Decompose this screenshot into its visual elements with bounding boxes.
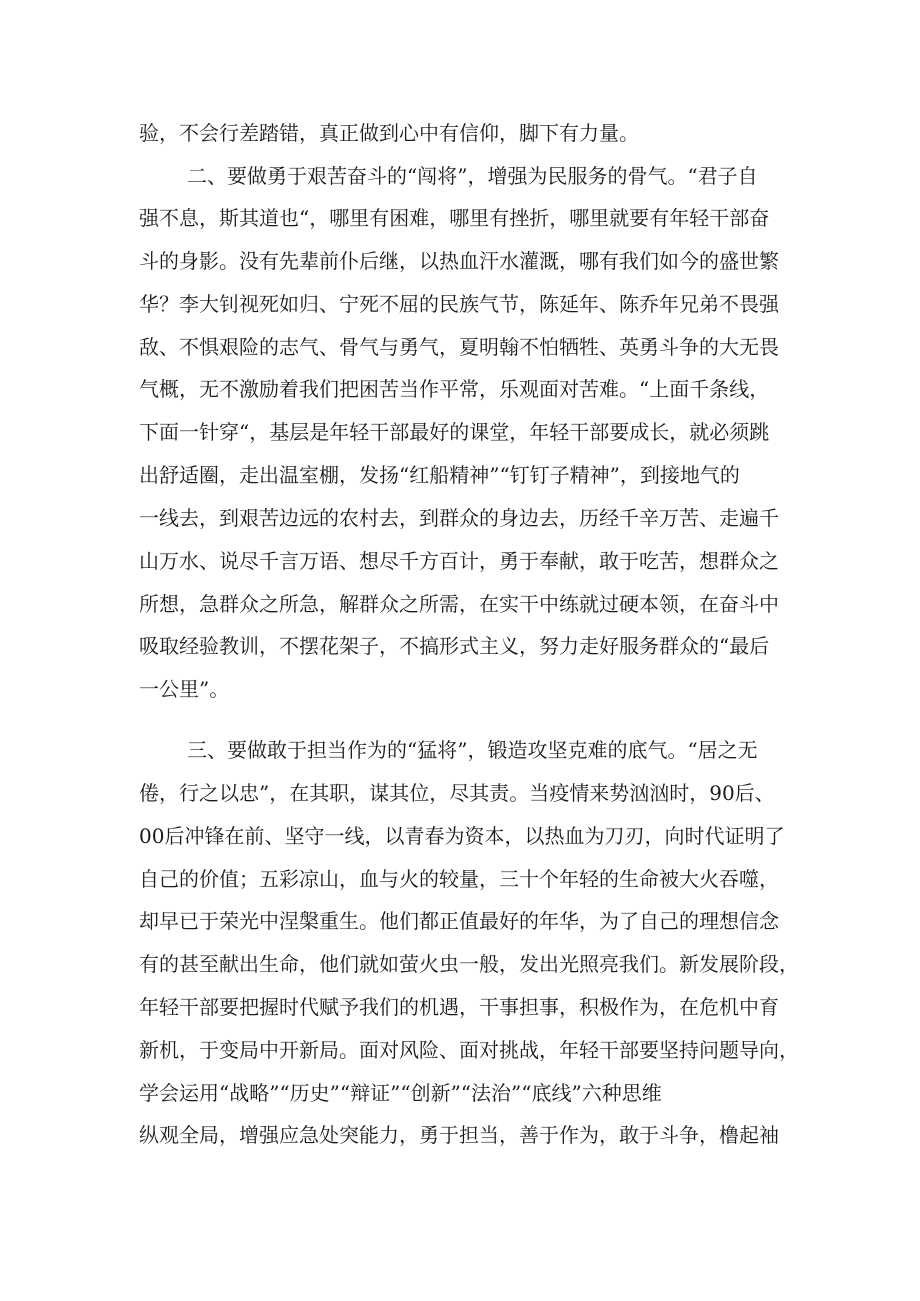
text-line: 却早已于荣光中涅槃重生。他们都正值最好的年华，为了自己的理想信念 xyxy=(139,909,779,933)
section-heading-2: 二、要做勇于艰苦奋斗的“闯将”，增强为民服务的骨气。“君子自 xyxy=(187,164,758,188)
text-line: 自己的价值；五彩凉山，血与火的较量，三十个年轻的生命被大火吞噬， xyxy=(139,867,779,891)
section-heading-3: 三、要做敢于担当作为的“猛将”，锻造攻坚克难的底气。“居之无 xyxy=(187,738,758,762)
text-line: 新机，于变局中开新局。面对风险、面对挑战，年轻干部要坚持问题导向， xyxy=(139,1038,799,1062)
text-line: 有的甚至献出生命，他们就如萤火虫一般，发出光照亮我们。新发展阶段， xyxy=(139,952,799,976)
text-line: 一线去，到艰苦边远的农村去，到群众的身边去，历经千辛万苦、走遍千 xyxy=(139,506,779,530)
text-line: 纵观全局，增强应急处突能力，勇于担当，善于作为，敢于斗争，橹起袖 xyxy=(139,1123,779,1147)
text-line: 00后冲锋在前、坚守一线，以青春为资本，以热血为刀刃，向时代证明了 xyxy=(139,824,785,848)
text-line: 一公里”。 xyxy=(139,677,230,701)
text-line: 山万水、说尽千言万语、想尽千方百计，勇于奉献，敢于吃苦，想群众之 xyxy=(139,549,779,573)
text-line: 敌、不惧艰险的志气、骨气与勇气，夏明翰不怕牺牲、英勇斗争的大无畏 xyxy=(139,335,779,359)
text-line: 倦，行之以忠”，在其职，谋其位，尽其责。当疫情来势汹汹时，90后、 xyxy=(139,781,775,805)
text-line: 年轻干部要把握时代赋予我们的机遇，干事担事，积极作为，在危机中育 xyxy=(139,995,779,1019)
text-line: 气概，无不激励着我们把困苦当作平常，乐观面对苦难。“上面千条线， xyxy=(139,377,770,401)
text-line: 下面一针穿“，基层是年轻干部最好的课堂，年轻干部要成长，就必须跳 xyxy=(139,420,770,444)
text-line: 所想，急群众之所急，解群众之所需，在实干中练就过硬本领，在奋斗中 xyxy=(139,592,779,616)
text-line: 华？李大钊视死如归、宁死不屈的民族气节，陈延年、陈乔年兄弟不畏强 xyxy=(139,292,779,316)
text-line: 强不息，斯其道也“，哪里有困难，哪里有挫折，哪里就要有年轻干部奋 xyxy=(139,206,770,230)
text-line: 学会运用“战略”“历史”“辩证”“创新”“法治”“底线”六种思维 xyxy=(139,1081,662,1105)
text-line: 出舒适圈，走出温室棚，发扬“红船精神”“钉钉子精神”，到接地气的 xyxy=(139,463,740,487)
text-line: 吸取经验教训，不摆花架子，不搞形式主义，努力走好服务群众的“最后 xyxy=(139,634,770,658)
text-line: 验，不会行差踏错，真正做到心中有信仰，脚下有力量。 xyxy=(139,121,639,145)
text-line: 斗的身影。没有先辈前仆后继，以热血汗水灌溉，哪有我们如今的盛世繁 xyxy=(139,249,779,273)
